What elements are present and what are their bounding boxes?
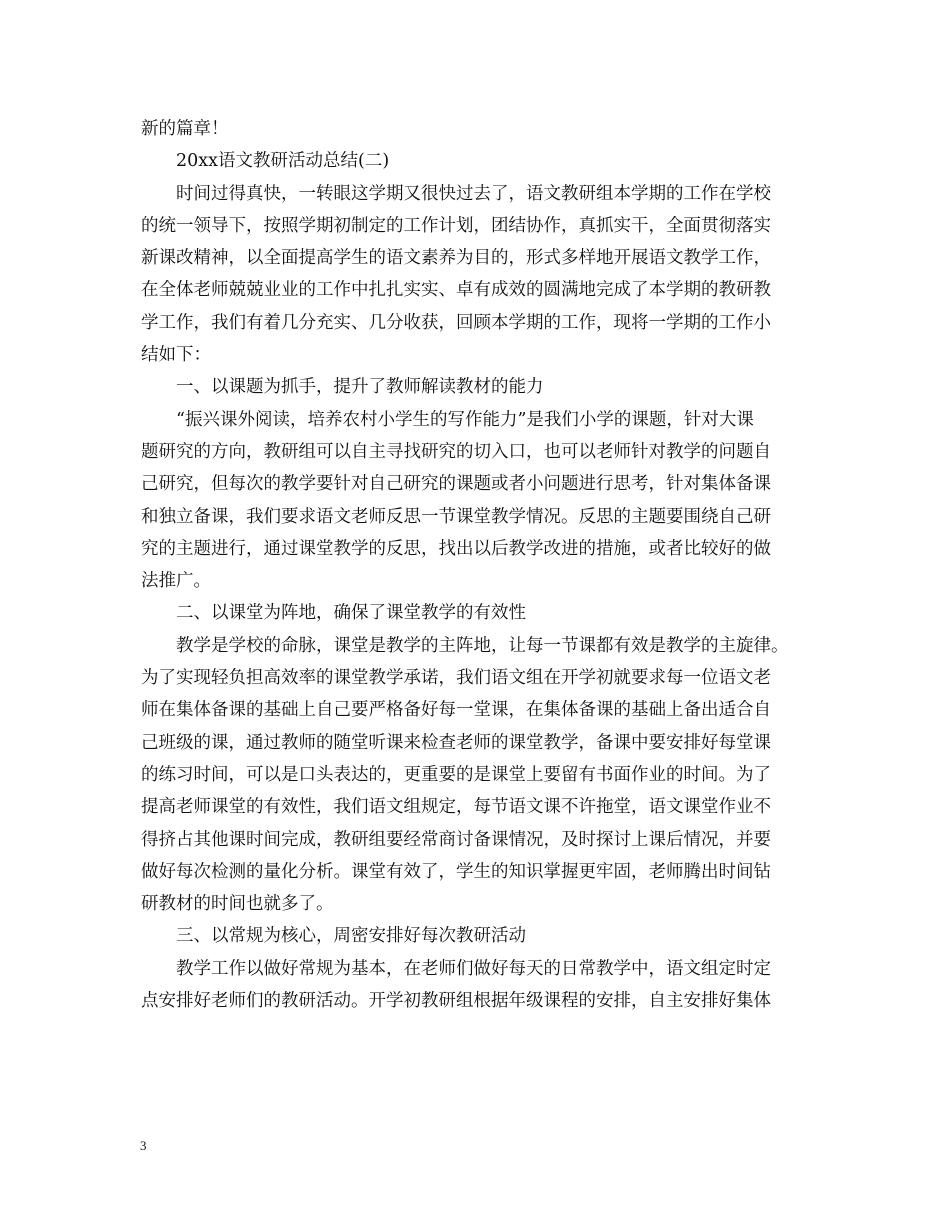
text-line: 己研究，但每次的教学要针对自己研究的课题或者小问题进行思考，针对集体备课 xyxy=(141,474,771,495)
text-line: 点安排好老师们的教研活动。开学初教研组根据年级课程的安排，自主安排好集体 xyxy=(141,991,771,1012)
text-line: 在全体老师兢兢业业的工作中扎扎实实、卓有成效的圆满地完成了本学期的教研教 xyxy=(141,280,771,301)
text-line: 己班级的课，通过教师的随堂听课来检查老师的课堂教学，备课中要安排好每堂课 xyxy=(141,732,771,753)
text-line: 和独立备课，我们要求语文老师反思一节课堂教学情况。反思的主题要围绕自己研 xyxy=(141,506,771,527)
text-line: 题研究的方向，教研组可以自主寻找研究的切入口，也可以老师针对教学的问题自 xyxy=(141,441,771,462)
text-line: 师在集体备课的基础上自己要严格备好每一堂课，在集体备课的基础上备出适合自 xyxy=(141,700,771,721)
text-line: 时间过得真快，一转眼这学期又很快过去了，语文教研组本学期的工作在学校 xyxy=(176,183,771,204)
text-line: 的统一领导下，按照学期初制定的工作计划，团结协作，真抓实干，全面贯彻落实 xyxy=(141,215,771,236)
text-line: 究的主题进行，通过课堂教学的反思，找出以后教学改进的措施，或者比较好的做 xyxy=(141,538,771,559)
text-line: 教学是学校的命脉，课堂是教学的主阵地，让每一节课都有效是教学的主旋律。 xyxy=(176,635,789,656)
text-line: 得挤占其他课时间完成，教研组要经常商讨备课情况，及时探讨上课后情况，并要 xyxy=(141,829,771,850)
text-line: “振兴课外阅读，培养农村小学生的写作能力”是我们小学的课题，针对大课 xyxy=(176,409,754,430)
text-line: 法推广。 xyxy=(141,571,211,592)
text-line: 做好每次检测的量化分析。课堂有效了，学生的知识掌握更牢固，老师腾出时间钻 xyxy=(141,861,771,882)
text-line: 的练习时间，可以是口头表达的，更重要的是课堂上要留有书面作业的时间。为了 xyxy=(141,764,771,785)
text-line: 教学工作以做好常规为基本，在老师们做好每天的日常教学中，语文组定时定 xyxy=(176,958,771,979)
text-line: 新课改精神，以全面提高学生的语文素养为目的，形式多样地开展语文教学工作， xyxy=(141,248,771,269)
page-number: 3 xyxy=(140,1138,147,1153)
document-body xyxy=(141,113,813,1017)
section-heading: 二、以课堂为阵地，确保了课堂教学的有效性 xyxy=(176,603,526,624)
text-line: 研教材的时间也就多了。 xyxy=(141,894,334,915)
text-line: 学工作，我们有着几分充实、几分收获，回顾本学期的工作，现将一学期的工作小 xyxy=(141,312,771,333)
text-line: 提高老师课堂的有效性，我们语文组规定，每节语文课不许拖堂，语文课堂作业不 xyxy=(141,797,771,818)
text-line: 新的篇章！ xyxy=(141,119,229,139)
text-line: 结如下： xyxy=(141,345,211,366)
text-line: 为了实现轻负担高效率的课堂教学承诺，我们语文组在开学初就要求每一位语文老 xyxy=(141,668,771,689)
section-heading: 三、以常规为核心，周密安排好每次教研活动 xyxy=(176,926,526,947)
section-heading: 一、以课题为抓手，提升了教师解读教材的能力 xyxy=(176,377,544,398)
section-title: 20xx语文教研活动总结(二) xyxy=(176,151,390,172)
